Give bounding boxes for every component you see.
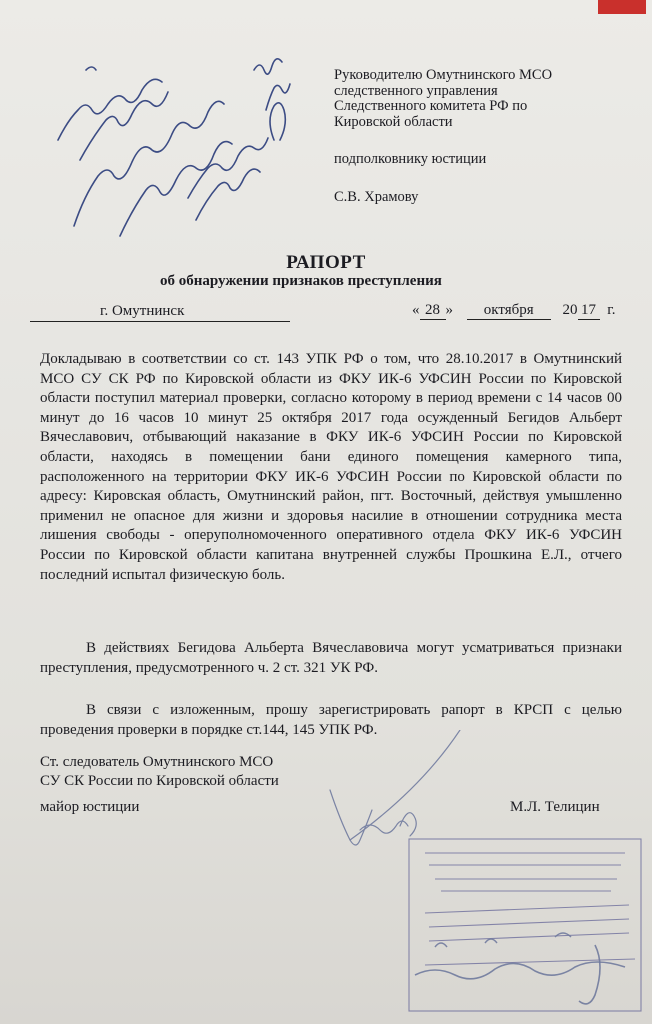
corner-mark xyxy=(598,0,646,14)
date-month: октября xyxy=(467,302,551,320)
addressee-line-2: следственного управления xyxy=(334,82,498,99)
place-underline xyxy=(30,320,290,322)
addressee-line-3: Следственного комитета РФ по xyxy=(334,98,528,114)
document-subtitle: об обнаружении признаков преступления xyxy=(160,273,442,289)
document-title: РАПОРТ xyxy=(286,252,366,273)
signatory-block xyxy=(40,753,279,791)
date-open-quote: « xyxy=(412,302,420,318)
signatory-rank: майор юстиции xyxy=(40,799,140,815)
addressee-position: подполковнику юстиции xyxy=(334,151,487,167)
date-year-suffix: 17 xyxy=(578,302,600,320)
paragraph-3-text: В связи с изложенным, прошу зарегистрировать рапорт в КРСП с целью проведения проверки в порядке ст.144, 145 УПК РФ. xyxy=(40,702,622,738)
registration-stamp xyxy=(405,835,645,1015)
paragraph-1-text: Докладываю в соответствии со ст. 143 УПК РФ о том, что 28.10.2017 в Омутнинский МСО СУ СК РФ по Кировской области из ФКУ ИК-6 УФСИН России по Кировской области поступил материал проверки, согласно которому в период времени с 14 часов 00 минут до 16 часов 10 минут 25 октября 2017 года осужденный Бегидов Альберт Вячеславович, отбывающий наказание в ФКУ ИК-6 УФСИН России по Кировской области, находясь в помещении бани единого помещения камерного типа, расположенного на территории ФКУ ИК-6 УФСИН России по Кировской области по адресу: Кировская область, Омутнинский район, пгт. Восточный, действуя умышленно применил не опасное для жизни и здоровья насилие в отношении сотрудника места лишения свободы - оперуполномоченного оперативного отдела ФКУ ИК-6 УФСИН России по Кировской области капитана внутренней службы Прошкина Е.Л., отчего последний испытал физическую боль. xyxy=(40,351,622,583)
addressee-name: С.В. Храмову xyxy=(334,188,419,205)
body-paragraph-1 xyxy=(40,350,622,585)
paragraph-2-text: В действиях Бегидова Альберта Вячеславовича могут усматриваться признаки преступления, предусмотренного ч. 2 ст. 321 УК РФ. xyxy=(40,640,622,676)
addressee-line-1: Руководителю Омутнинского МСО xyxy=(334,67,553,83)
signatory-name: М.Л. Телицин xyxy=(510,799,600,815)
date-year-prefix: 20 xyxy=(562,302,578,318)
date-year-unit: г. xyxy=(607,302,616,318)
addressee-line-4: Кировской области xyxy=(334,113,453,130)
body-paragraph-2 xyxy=(40,624,622,693)
signatory-line-2: СУ СК России по Кировской области xyxy=(40,773,279,789)
document-place: г. Омутнинск xyxy=(100,303,185,319)
document-date xyxy=(412,302,615,320)
date-day: 28 xyxy=(420,302,446,320)
addressee-block xyxy=(334,68,552,205)
handwritten-resolution xyxy=(28,30,308,260)
date-close-quote: » xyxy=(445,302,453,318)
signatory-line-1: Ст. следователь Омутнинского МСО xyxy=(40,754,274,770)
